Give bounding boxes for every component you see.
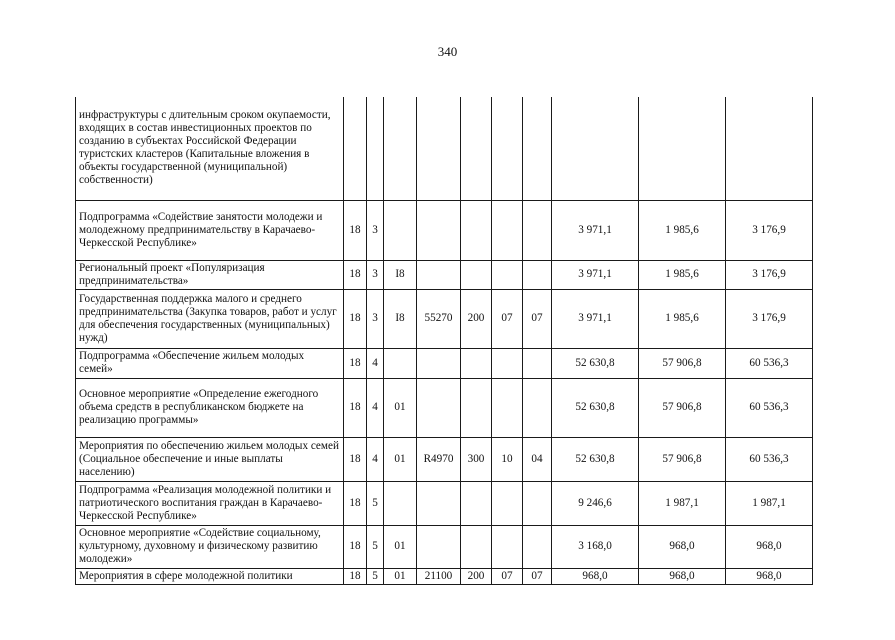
code-target <box>417 525 461 568</box>
code-expense-type <box>461 260 492 289</box>
code-subprogram: 01 <box>384 437 417 481</box>
row-title: инфраструктуры с длительным сроком окупаемости, входящих в состав инвестиционных проектов по созданию в субъектах Российской Федерации туристских кластеров (Капитальные вложения в объекты государственной (муниципальной) собственности) <box>76 97 344 200</box>
code-gov: 18 <box>344 525 367 568</box>
table-row <box>76 260 813 289</box>
code-program: 5 <box>367 568 384 584</box>
code-gov: 18 <box>344 568 367 584</box>
code-subprogram: 01 <box>384 525 417 568</box>
code-program: 5 <box>367 481 384 525</box>
code-section <box>492 97 523 200</box>
amount-year-3: 3 176,9 <box>726 289 813 348</box>
code-gov: 18 <box>344 348 367 378</box>
code-program: 3 <box>367 260 384 289</box>
code-program: 5 <box>367 525 384 568</box>
code-subprogram <box>384 200 417 260</box>
amount-year-3: 1 987,1 <box>726 481 813 525</box>
table-row <box>76 200 813 260</box>
row-title: Основное мероприятие «Определение ежегодного объема средств в республиканском бюджете на реализацию программы» <box>76 378 344 437</box>
code-gov: 18 <box>344 289 367 348</box>
amount-year-3: 3 176,9 <box>726 260 813 289</box>
code-subsection: 04 <box>523 437 552 481</box>
amount-year-1: 3 971,1 <box>552 260 639 289</box>
amount-year-1: 9 246,6 <box>552 481 639 525</box>
code-expense-type: 300 <box>461 437 492 481</box>
code-gov: 18 <box>344 378 367 437</box>
code-expense-type <box>461 525 492 568</box>
code-section <box>492 525 523 568</box>
amount-year-1 <box>552 97 639 200</box>
code-program: 4 <box>367 378 384 437</box>
code-subprogram: I8 <box>384 260 417 289</box>
amount-year-2: 57 906,8 <box>639 437 726 481</box>
row-title: Основное мероприятие «Содействие социальному, культурному, духовному и физическому развитию молодежи» <box>76 525 344 568</box>
code-target <box>417 200 461 260</box>
code-program: 3 <box>367 200 384 260</box>
row-title: Подпрограмма «Обеспечение жильем молодых семей» <box>76 348 344 378</box>
amount-year-3: 968,0 <box>726 568 813 584</box>
code-subsection <box>523 481 552 525</box>
amount-year-2: 1 987,1 <box>639 481 726 525</box>
code-program <box>367 97 384 200</box>
code-subsection <box>523 200 552 260</box>
code-target <box>417 260 461 289</box>
code-subsection: 07 <box>523 568 552 584</box>
code-gov: 18 <box>344 200 367 260</box>
code-section: 10 <box>492 437 523 481</box>
amount-year-2: 1 985,6 <box>639 260 726 289</box>
amount-year-1: 3 971,1 <box>552 289 639 348</box>
code-expense-type <box>461 481 492 525</box>
code-expense-type: 200 <box>461 289 492 348</box>
code-subsection <box>523 260 552 289</box>
amount-year-1: 52 630,8 <box>552 348 639 378</box>
row-title: Мероприятия по обеспечению жильем молодых семей (Социальное обеспечение и иные выплаты населению) <box>76 437 344 481</box>
amount-year-3 <box>726 97 813 200</box>
table-row <box>76 289 813 348</box>
row-title: Государственная поддержка малого и среднего предпринимательства (Закупка товаров, работ и услуг для обеспечения государственных (муниципальных) нужд) <box>76 289 344 348</box>
code-program: 4 <box>367 437 384 481</box>
code-subsection <box>523 97 552 200</box>
code-section: 07 <box>492 568 523 584</box>
code-subsection <box>523 378 552 437</box>
code-expense-type <box>461 200 492 260</box>
code-target: 55270 <box>417 289 461 348</box>
code-expense-type <box>461 378 492 437</box>
row-title: Подпрограмма «Реализация молодежной политики и патриотического воспитания граждан в Карачаево-Черкесской Республике» <box>76 481 344 525</box>
amount-year-1: 52 630,8 <box>552 437 639 481</box>
amount-year-2: 1 985,6 <box>639 200 726 260</box>
amount-year-2 <box>639 97 726 200</box>
amount-year-1: 3 971,1 <box>552 200 639 260</box>
code-target <box>417 97 461 200</box>
amount-year-2: 1 985,6 <box>639 289 726 348</box>
table-row <box>76 481 813 525</box>
amount-year-3: 968,0 <box>726 525 813 568</box>
amount-year-2: 968,0 <box>639 525 726 568</box>
row-title: Подпрограмма «Содействие занятости молодежи и молодежному предпринимательству в Карачаево-Черкесской Республике» <box>76 200 344 260</box>
code-expense-type: 200 <box>461 568 492 584</box>
amount-year-3: 60 536,3 <box>726 348 813 378</box>
amount-year-1: 968,0 <box>552 568 639 584</box>
code-subprogram <box>384 481 417 525</box>
table-row <box>76 97 813 200</box>
code-subsection <box>523 525 552 568</box>
amount-year-3: 60 536,3 <box>726 437 813 481</box>
code-target <box>417 348 461 378</box>
code-subsection <box>523 348 552 378</box>
code-subprogram: 01 <box>384 378 417 437</box>
code-program: 4 <box>367 348 384 378</box>
code-gov: 18 <box>344 481 367 525</box>
code-program: 3 <box>367 289 384 348</box>
amount-year-3: 3 176,9 <box>726 200 813 260</box>
code-expense-type <box>461 97 492 200</box>
code-target <box>417 378 461 437</box>
amount-year-2: 968,0 <box>639 568 726 584</box>
row-title: Региональный проект «Популяризация предпринимательства» <box>76 260 344 289</box>
code-gov: 18 <box>344 437 367 481</box>
code-target <box>417 481 461 525</box>
code-subprogram <box>384 348 417 378</box>
code-gov <box>344 97 367 200</box>
code-subprogram: 01 <box>384 568 417 584</box>
table-row <box>76 378 813 437</box>
code-subsection: 07 <box>523 289 552 348</box>
code-target: R4970 <box>417 437 461 481</box>
amount-year-2: 57 906,8 <box>639 348 726 378</box>
code-section: 07 <box>492 289 523 348</box>
code-section <box>492 200 523 260</box>
code-gov: 18 <box>344 260 367 289</box>
table-row <box>76 525 813 568</box>
code-subprogram <box>384 97 417 200</box>
code-subprogram: I8 <box>384 289 417 348</box>
page-number: 340 <box>437 44 458 59</box>
code-section <box>492 348 523 378</box>
code-section <box>492 481 523 525</box>
amount-year-1: 3 168,0 <box>552 525 639 568</box>
table-row <box>76 348 813 378</box>
code-section <box>492 378 523 437</box>
code-section <box>492 260 523 289</box>
code-expense-type <box>461 348 492 378</box>
budget-table <box>75 97 813 585</box>
amount-year-1: 52 630,8 <box>552 378 639 437</box>
table-row <box>76 437 813 481</box>
amount-year-3: 60 536,3 <box>726 378 813 437</box>
code-target: 21100 <box>417 568 461 584</box>
amount-year-2: 57 906,8 <box>639 378 726 437</box>
table-row <box>76 568 813 584</box>
row-title: Мероприятия в сфере молодежной политики <box>76 568 344 584</box>
